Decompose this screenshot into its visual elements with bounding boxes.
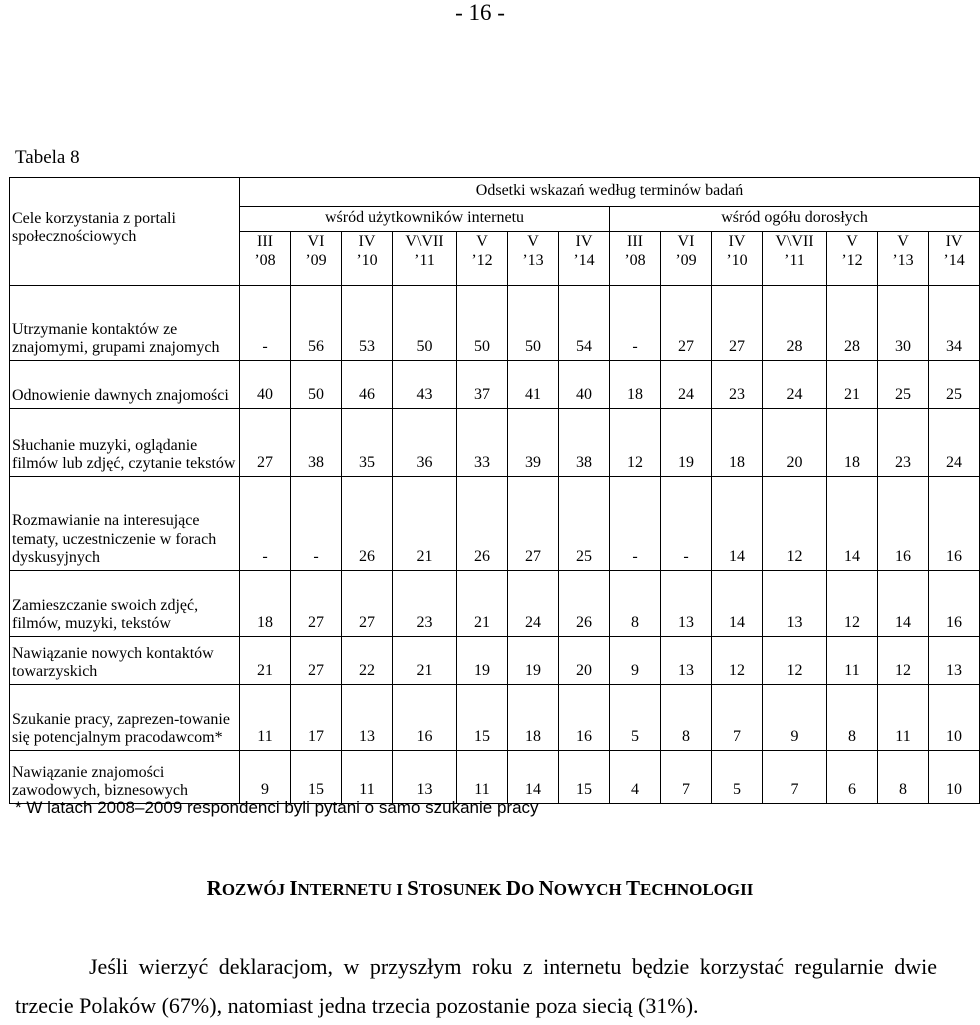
- value-cell: 24: [661, 361, 712, 409]
- value-cell: 25: [559, 477, 610, 571]
- table-row: [10, 751, 980, 804]
- table-row: [10, 571, 980, 637]
- value-cell: 26: [559, 571, 610, 637]
- period-year: ’11: [414, 251, 435, 269]
- value-cell: 7: [763, 751, 827, 804]
- value-cell: 10: [929, 685, 980, 751]
- value-cell: 14: [878, 571, 929, 637]
- period-header-users: [393, 232, 457, 286]
- value-cell: 19: [661, 409, 712, 477]
- value-cell: 41: [508, 361, 559, 409]
- value-cell: 36: [393, 409, 457, 477]
- value-cell: 53: [342, 286, 393, 361]
- value-cell: -: [610, 286, 661, 361]
- value-cell: 13: [661, 571, 712, 637]
- value-cell: 12: [827, 571, 878, 637]
- value-cell: 15: [457, 685, 508, 751]
- value-cell: 18: [712, 409, 763, 477]
- value-cell: 28: [827, 286, 878, 361]
- value-cell: 8: [610, 571, 661, 637]
- period-year: ’09: [305, 251, 327, 269]
- period-header-users: [291, 232, 342, 286]
- period-label: V\VII: [405, 233, 444, 250]
- value-cell: 50: [393, 286, 457, 361]
- value-cell: -: [240, 477, 291, 571]
- value-cell: 9: [763, 685, 827, 751]
- value-cell: 20: [763, 409, 827, 477]
- value-cell: 13: [393, 751, 457, 804]
- period-label: V\VII: [775, 233, 814, 250]
- value-cell: 13: [342, 685, 393, 751]
- value-cell: 14: [508, 751, 559, 804]
- value-cell: 24: [929, 409, 980, 477]
- value-cell: 56: [291, 286, 342, 361]
- value-cell: 13: [763, 571, 827, 637]
- value-cell: 23: [393, 571, 457, 637]
- value-cell: 14: [827, 477, 878, 571]
- value-cell: 13: [661, 637, 712, 685]
- period-header-users: [559, 232, 610, 286]
- period-label: IV: [358, 233, 376, 250]
- period-year: ’08: [254, 251, 276, 269]
- period-label: V: [897, 233, 909, 250]
- value-cell: 25: [929, 361, 980, 409]
- period-label: V: [527, 233, 539, 250]
- value-cell: 21: [457, 571, 508, 637]
- value-cell: 18: [508, 685, 559, 751]
- value-cell: 23: [712, 361, 763, 409]
- table-row: [10, 361, 980, 409]
- value-cell: 50: [457, 286, 508, 361]
- value-cell: 22: [342, 637, 393, 685]
- period-header-users: [240, 232, 291, 286]
- footnote: * W latach 2008–2009 respondenci byli pytani o samo szukanie pracy: [15, 798, 539, 817]
- value-cell: 50: [291, 361, 342, 409]
- value-cell: 12: [878, 637, 929, 685]
- row-header: Cele korzystania z portali społecznościowych: [10, 178, 240, 286]
- body-paragraph: Jeśli wierzyć deklaracjom, w przyszłym roku z internetu będzie korzystać regularnie dwie trzecie Polaków (67%), natomiast jedna trzecia pozostanie poza siecią (31%).: [15, 954, 937, 1018]
- value-cell: 11: [342, 751, 393, 804]
- value-cell: 46: [342, 361, 393, 409]
- period-year: ’14: [573, 251, 595, 269]
- table-caption: Tabela 8: [15, 147, 80, 168]
- table-row: [10, 409, 980, 477]
- period-label: IV: [728, 233, 746, 250]
- row-label: Nawiązanie nowych kontaktów towarzyskich: [10, 637, 240, 685]
- period-header-adults: [878, 232, 929, 286]
- value-cell: 18: [827, 409, 878, 477]
- value-cell: 24: [763, 361, 827, 409]
- value-cell: 21: [240, 637, 291, 685]
- value-cell: 9: [610, 637, 661, 685]
- period-header-users: [342, 232, 393, 286]
- data-table: [9, 177, 980, 804]
- period-year: ’12: [471, 251, 493, 269]
- value-cell: 19: [457, 637, 508, 685]
- value-cell: 13: [929, 637, 980, 685]
- value-cell: 4: [610, 751, 661, 804]
- period-header-adults: [929, 232, 980, 286]
- row-label: Nawiązanie znajomości zawodowych, biznesowych: [10, 751, 240, 804]
- value-cell: 17: [291, 685, 342, 751]
- value-cell: -: [291, 477, 342, 571]
- value-cell: 27: [661, 286, 712, 361]
- period-year: ’10: [726, 251, 748, 269]
- value-cell: 30: [878, 286, 929, 361]
- period-label: V: [846, 233, 858, 250]
- value-cell: 54: [559, 286, 610, 361]
- value-cell: 21: [393, 637, 457, 685]
- table-body: [10, 286, 980, 804]
- value-cell: 26: [342, 477, 393, 571]
- period-label: IV: [945, 233, 963, 250]
- row-label: Szukanie pracy, zaprezen-towanie się potencjalnym pracodawcom*: [10, 685, 240, 751]
- period-year: ’08: [624, 251, 646, 269]
- value-cell: 8: [827, 685, 878, 751]
- value-cell: 14: [712, 571, 763, 637]
- value-cell: 10: [929, 751, 980, 804]
- row-label: Zamieszczanie swoich zdjęć, filmów, muzyki, tekstów: [10, 571, 240, 637]
- value-cell: 11: [827, 637, 878, 685]
- group-header-adults: wśród ogółu dorosłych: [610, 207, 980, 232]
- period-label: VI: [677, 233, 695, 250]
- period-year: ’09: [675, 251, 697, 269]
- period-label: V: [476, 233, 488, 250]
- value-cell: 12: [712, 637, 763, 685]
- period-header-users: [508, 232, 559, 286]
- value-cell: 21: [827, 361, 878, 409]
- value-cell: 12: [763, 637, 827, 685]
- value-cell: 12: [763, 477, 827, 571]
- super-header: Odsetki wskazań według terminów badań: [240, 178, 980, 207]
- period-header-adults: [610, 232, 661, 286]
- table-row: [10, 685, 980, 751]
- period-header-adults: [827, 232, 878, 286]
- period-year: ’11: [784, 251, 805, 269]
- value-cell: 33: [457, 409, 508, 477]
- period-year: ’14: [943, 251, 965, 269]
- value-cell: 7: [712, 685, 763, 751]
- value-cell: 18: [610, 361, 661, 409]
- period-label: III: [257, 233, 273, 250]
- period-header-adults: [712, 232, 763, 286]
- value-cell: 40: [240, 361, 291, 409]
- period-header-users: [457, 232, 508, 286]
- value-cell: 15: [291, 751, 342, 804]
- value-cell: 18: [240, 571, 291, 637]
- value-cell: 16: [878, 477, 929, 571]
- value-cell: 15: [559, 751, 610, 804]
- value-cell: 35: [342, 409, 393, 477]
- row-label: Utrzymanie kontaktów ze znajomymi, grupami znajomych: [10, 286, 240, 361]
- period-year: ’13: [892, 251, 914, 269]
- value-cell: 8: [661, 685, 712, 751]
- period-year: ’12: [841, 251, 863, 269]
- value-cell: 16: [929, 477, 980, 571]
- value-cell: 38: [291, 409, 342, 477]
- value-cell: 24: [508, 571, 559, 637]
- value-cell: 5: [712, 751, 763, 804]
- value-cell: 7: [661, 751, 712, 804]
- value-cell: 27: [240, 409, 291, 477]
- value-cell: 40: [559, 361, 610, 409]
- value-cell: 28: [763, 286, 827, 361]
- section-heading: ROZWÓJ INTERNETU I STOSUNEK DO NOWYCH TECHNOLOGII: [206, 876, 754, 900]
- value-cell: 16: [559, 685, 610, 751]
- value-cell: 27: [342, 571, 393, 637]
- value-cell: 37: [457, 361, 508, 409]
- period-label: III: [627, 233, 643, 250]
- value-cell: 21: [393, 477, 457, 571]
- period-label: IV: [575, 233, 593, 250]
- value-cell: 6: [827, 751, 878, 804]
- value-cell: 27: [508, 477, 559, 571]
- value-cell: 26: [457, 477, 508, 571]
- value-cell: 34: [929, 286, 980, 361]
- period-year: ’13: [522, 251, 544, 269]
- value-cell: 39: [508, 409, 559, 477]
- value-cell: -: [661, 477, 712, 571]
- table-row: [10, 477, 980, 571]
- group-header-users: wśród użytkowników internetu: [240, 207, 610, 232]
- period-header-adults: [763, 232, 827, 286]
- value-cell: 19: [508, 637, 559, 685]
- table-row: [10, 286, 980, 361]
- value-cell: 20: [559, 637, 610, 685]
- value-cell: 50: [508, 286, 559, 361]
- page-number: - 16 -: [455, 0, 505, 25]
- value-cell: 11: [878, 685, 929, 751]
- table-row: [10, 637, 980, 685]
- value-cell: 27: [291, 637, 342, 685]
- period-label: VI: [307, 233, 325, 250]
- value-cell: -: [610, 477, 661, 571]
- value-cell: 5: [610, 685, 661, 751]
- value-cell: 11: [457, 751, 508, 804]
- value-cell: 23: [878, 409, 929, 477]
- value-cell: 11: [240, 685, 291, 751]
- row-label: Rozmawianie na interesujące tematy, uczestniczenie w forach dyskusyjnych: [10, 477, 240, 571]
- value-cell: 16: [393, 685, 457, 751]
- value-cell: 27: [291, 571, 342, 637]
- row-label: Słuchanie muzyki, oglądanie filmów lub zdjęć, czytanie tekstów: [10, 409, 240, 477]
- value-cell: 12: [610, 409, 661, 477]
- value-cell: -: [240, 286, 291, 361]
- value-cell: 25: [878, 361, 929, 409]
- period-year: ’10: [356, 251, 378, 269]
- value-cell: 9: [240, 751, 291, 804]
- value-cell: 14: [712, 477, 763, 571]
- row-label: Odnowienie dawnych znajomości: [10, 361, 240, 409]
- value-cell: 43: [393, 361, 457, 409]
- value-cell: 16: [929, 571, 980, 637]
- period-header-adults: [661, 232, 712, 286]
- value-cell: 38: [559, 409, 610, 477]
- value-cell: 27: [712, 286, 763, 361]
- value-cell: 8: [878, 751, 929, 804]
